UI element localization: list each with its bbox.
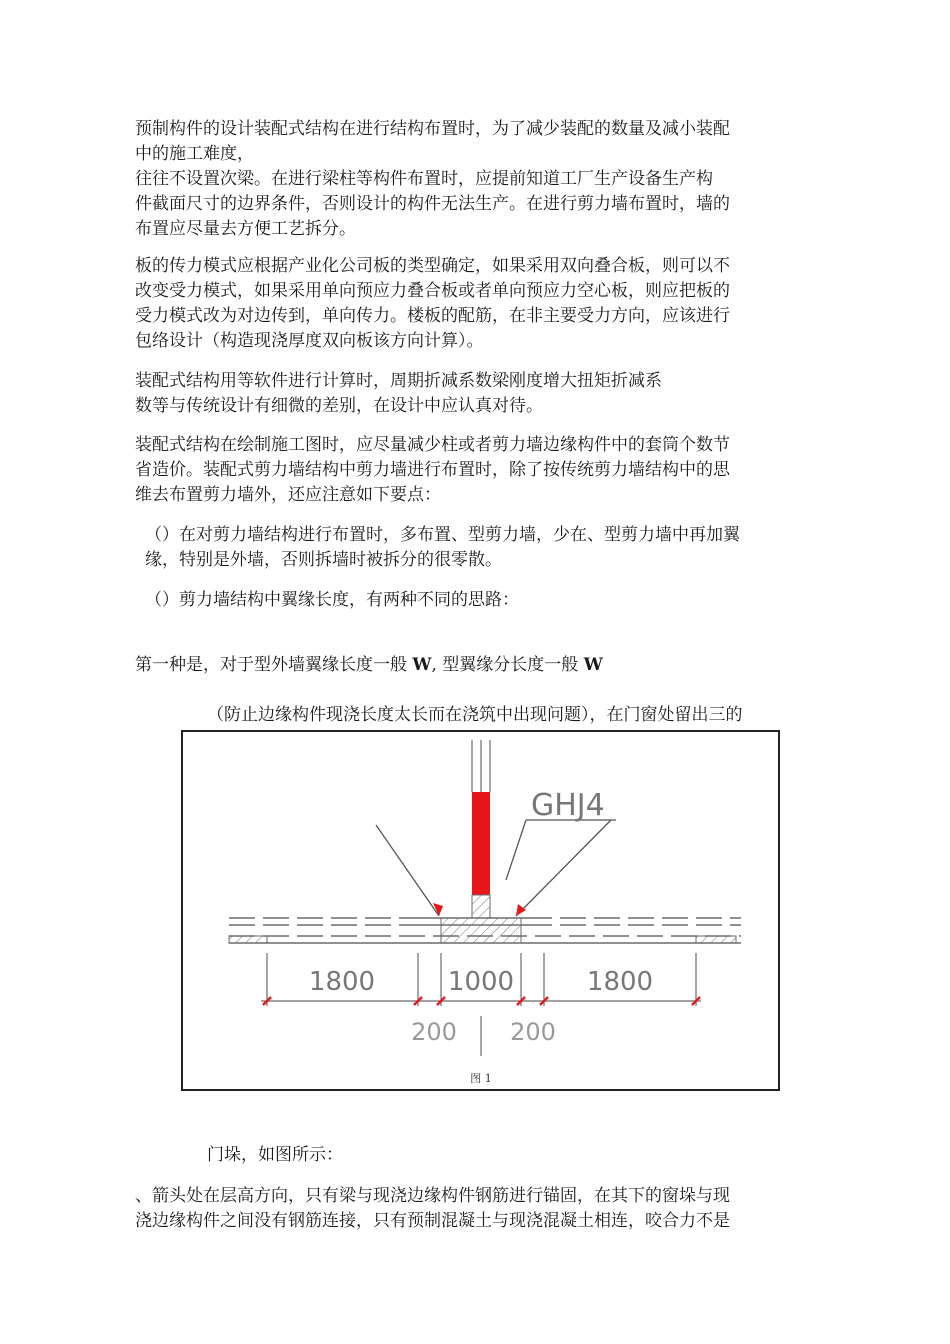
red-wall-segment: [472, 792, 490, 895]
width-symbol-2: W: [583, 655, 603, 675]
paragraph-point-1: （）在对剪力墙结构进行布置时，多布置、型剪力墙，少在、型剪力墙中再加翼 缘，特别是外墙，否则拆墙时被拆分的很零散。: [145, 525, 740, 570]
paragraph-structure-layout: 预制构件的设计装配式结构在进行结构布置时，为了减少装配的数量及减小装配 中的施工难度， 往往不设置次梁。在进行梁柱等构件布置时，应提前知道工厂生产设备生产构 件截面尺寸的边界条件，否则设计的构件无法生产。在进行剪力墙布置时，墙的 布置应尽量去方便工艺拆分。: [135, 119, 730, 239]
wall-end-right: [696, 936, 736, 943]
paragraph-construction-drawing: 装配式结构在绘制施工图时，应尽量减少柱或者剪力墙边缘构件中的套筒个数节 省造价。装配式剪力墙结构中剪力墙进行布置时，除了按传统剪力墙结构中的思 维去布置剪力墙外，还应注意如下要点：: [135, 435, 730, 505]
paragraph-point-2: （）剪力墙结构中翼缘长度，有两种不同的思路：: [145, 590, 519, 610]
paragraph-slab-force: 板的传力模式应根据产业化公司板的类型确定，如果采用双向叠合板，则可以不 改变受力模式，如果采用单向预应力叠合板或者单向预应力空心板，则应把板的 受力模式改为对边传到，单向传力。楼板的配筋，在非主要受力方向，应该进行 包络设计（构造现浇厚度双向板该方向计算）。: [135, 256, 730, 351]
shear-wall-figure: [181, 720, 781, 1092]
first-approach-text-b: , 型翼缘分长度一般: [431, 655, 579, 675]
dimension-small-left: 200: [411, 1018, 457, 1046]
first-approach-line-1: [135, 653, 825, 678]
dimension-small-right: 200: [510, 1018, 556, 1046]
paragraph-software-calc: 装配式结构用等软件进行计算时，周期折减系数梁刚度增大扭矩折减系 数等与传统设计有细微的差别，在设计中应认真对待。: [135, 371, 662, 416]
width-symbol-1: W: [412, 655, 432, 675]
first-approach-text-a: 第一种是，对于型外墙翼缘长度一般: [135, 655, 407, 675]
paragraph-door-pier: 门垛，如图所示：: [207, 1145, 343, 1165]
figure-caption: 图 1: [470, 1072, 492, 1085]
dimension-right: 1800: [586, 967, 654, 997]
paragraph-arrow-note: 、箭头处在层高方向，只有梁与现浇边缘构件钢筋进行锚固，在其下的窗垛与现 浇边缘构件之间没有钢筋连接，只有预制混凝土与现浇混凝土相连，咬合力不是: [135, 1186, 730, 1231]
figure-label-ghj4: GHJ4: [531, 788, 605, 823]
dimension-left: 1800: [308, 967, 376, 997]
dimension-middle: 1000: [447, 967, 515, 997]
first-approach-text-c: （防止边缘构件现浇长度太长而在浇筑中出现问题），在门窗处留出三的: [207, 705, 743, 725]
wall-end-left: [229, 936, 267, 943]
